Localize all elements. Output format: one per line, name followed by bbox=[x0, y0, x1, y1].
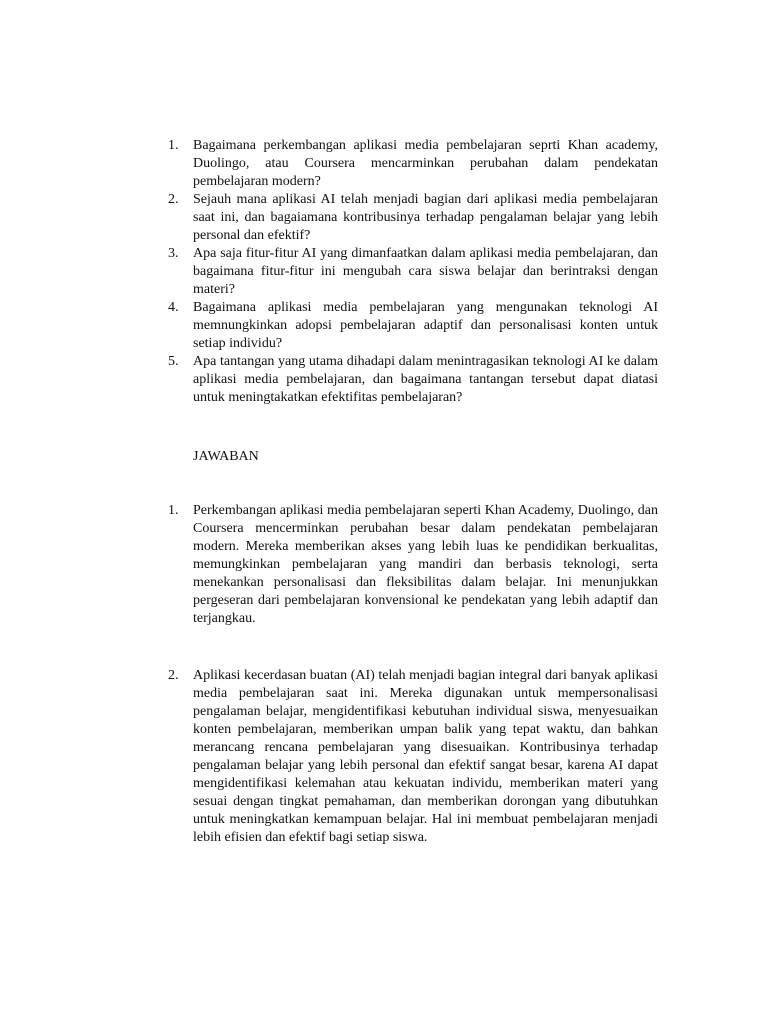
question-number: 1. bbox=[168, 138, 179, 153]
question-text: Apa saja fitur-fitur AI yang dimanfaatkan dalam aplikasi media pembelajaran, dan bagaimana fitur-fitur ini mengubah cara siswa belajar dan berintraksi dengan materi? bbox=[193, 246, 658, 297]
question-item bbox=[168, 299, 658, 353]
answer-number: 2. bbox=[168, 668, 179, 683]
question-text: Apa tantangan yang utama dihadapi dalam menintragasikan teknologi AI ke dalam aplikasi media pembelajaran, dan bagaimana tantangan tersebut dapat diatasi untuk meningtakatkan efektifitas pembelajaran? bbox=[193, 354, 658, 405]
question-list bbox=[168, 137, 658, 407]
answer-item bbox=[168, 502, 658, 628]
answers-heading: JAWABAN bbox=[193, 449, 259, 464]
question-item bbox=[168, 353, 658, 407]
answer-text: Perkembangan aplikasi media pembelajaran seperti Khan Academy, Duolingo, dan Coursera mencerminkan perubahan besar dalam pendekatan pembelajaran modern. Mereka memberikan akses yang lebih luas ke pendidikan berkualitas, memungkinkan pembelajaran yang mandiri dan berbasis teknologi, serta menekankan personalisasi dan fleksibilitas dalam belajar. Ini menunjukkan pergeseran dari pembelajaran konvensional ke pendekatan yang lebih adaptif dan terjangkau. bbox=[193, 503, 658, 626]
answer-text: Aplikasi kecerdasan buatan (AI) telah menjadi bagian integral dari banyak aplikasi media pembelajaran saat ini. Mereka digunakan untuk mempersonalisasi pengalaman belajar, mengidentifikasi kebutuhan individual siswa, menyesuaikan konten pembelajaran, memberikan umpan balik yang tepat waktu, dan bahkan merancang rencana pembelajaran yang disesuaikan. Kontribusinya terhadap pengalaman belajar yang lebih personal dan efektif sangat besar, karena AI dapat mengidentifikasi kelemahan atau kekuatan individu, memberikan materi yang sesuai dengan tingkat pemahaman, dan memberikan dorongan yang dibutuhkan untuk meningkatkan kemampuan belajar. Hal ini membuat pembelajaran menjadi lebih efisien dan efektif bagi setiap siswa. bbox=[193, 668, 658, 845]
question-number: 3. bbox=[168, 246, 179, 261]
answer-number: 1. bbox=[168, 503, 179, 518]
question-number: 4. bbox=[168, 300, 179, 315]
question-text: Bagaimana aplikasi media pembelajaran yang mengunakan teknologi AI memnungkinkan adopsi pembelajaran adaptif dan personalisasi konten untuk setiap individu? bbox=[193, 300, 658, 351]
answer-list bbox=[168, 667, 658, 847]
question-item bbox=[168, 137, 658, 191]
question-number: 5. bbox=[168, 354, 179, 369]
question-text: Bagaimana perkembangan aplikasi media pembelajaran seprti Khan academy, Duolingo, atau Coursera mencarminkan perubahan dalam pendekatan pembelajaran modern? bbox=[193, 138, 658, 189]
question-text: Sejauh mana aplikasi AI telah menjadi bagian dari aplikasi media pembelajaran saat ini, dan bagaiamana kontribusinya terhadap pengalaman belajar yang lebih personal dan efektif? bbox=[193, 192, 658, 243]
question-item bbox=[168, 245, 658, 299]
answer-list bbox=[168, 502, 658, 628]
question-item bbox=[168, 191, 658, 245]
answer-item bbox=[168, 667, 658, 847]
question-number: 2. bbox=[168, 192, 179, 207]
